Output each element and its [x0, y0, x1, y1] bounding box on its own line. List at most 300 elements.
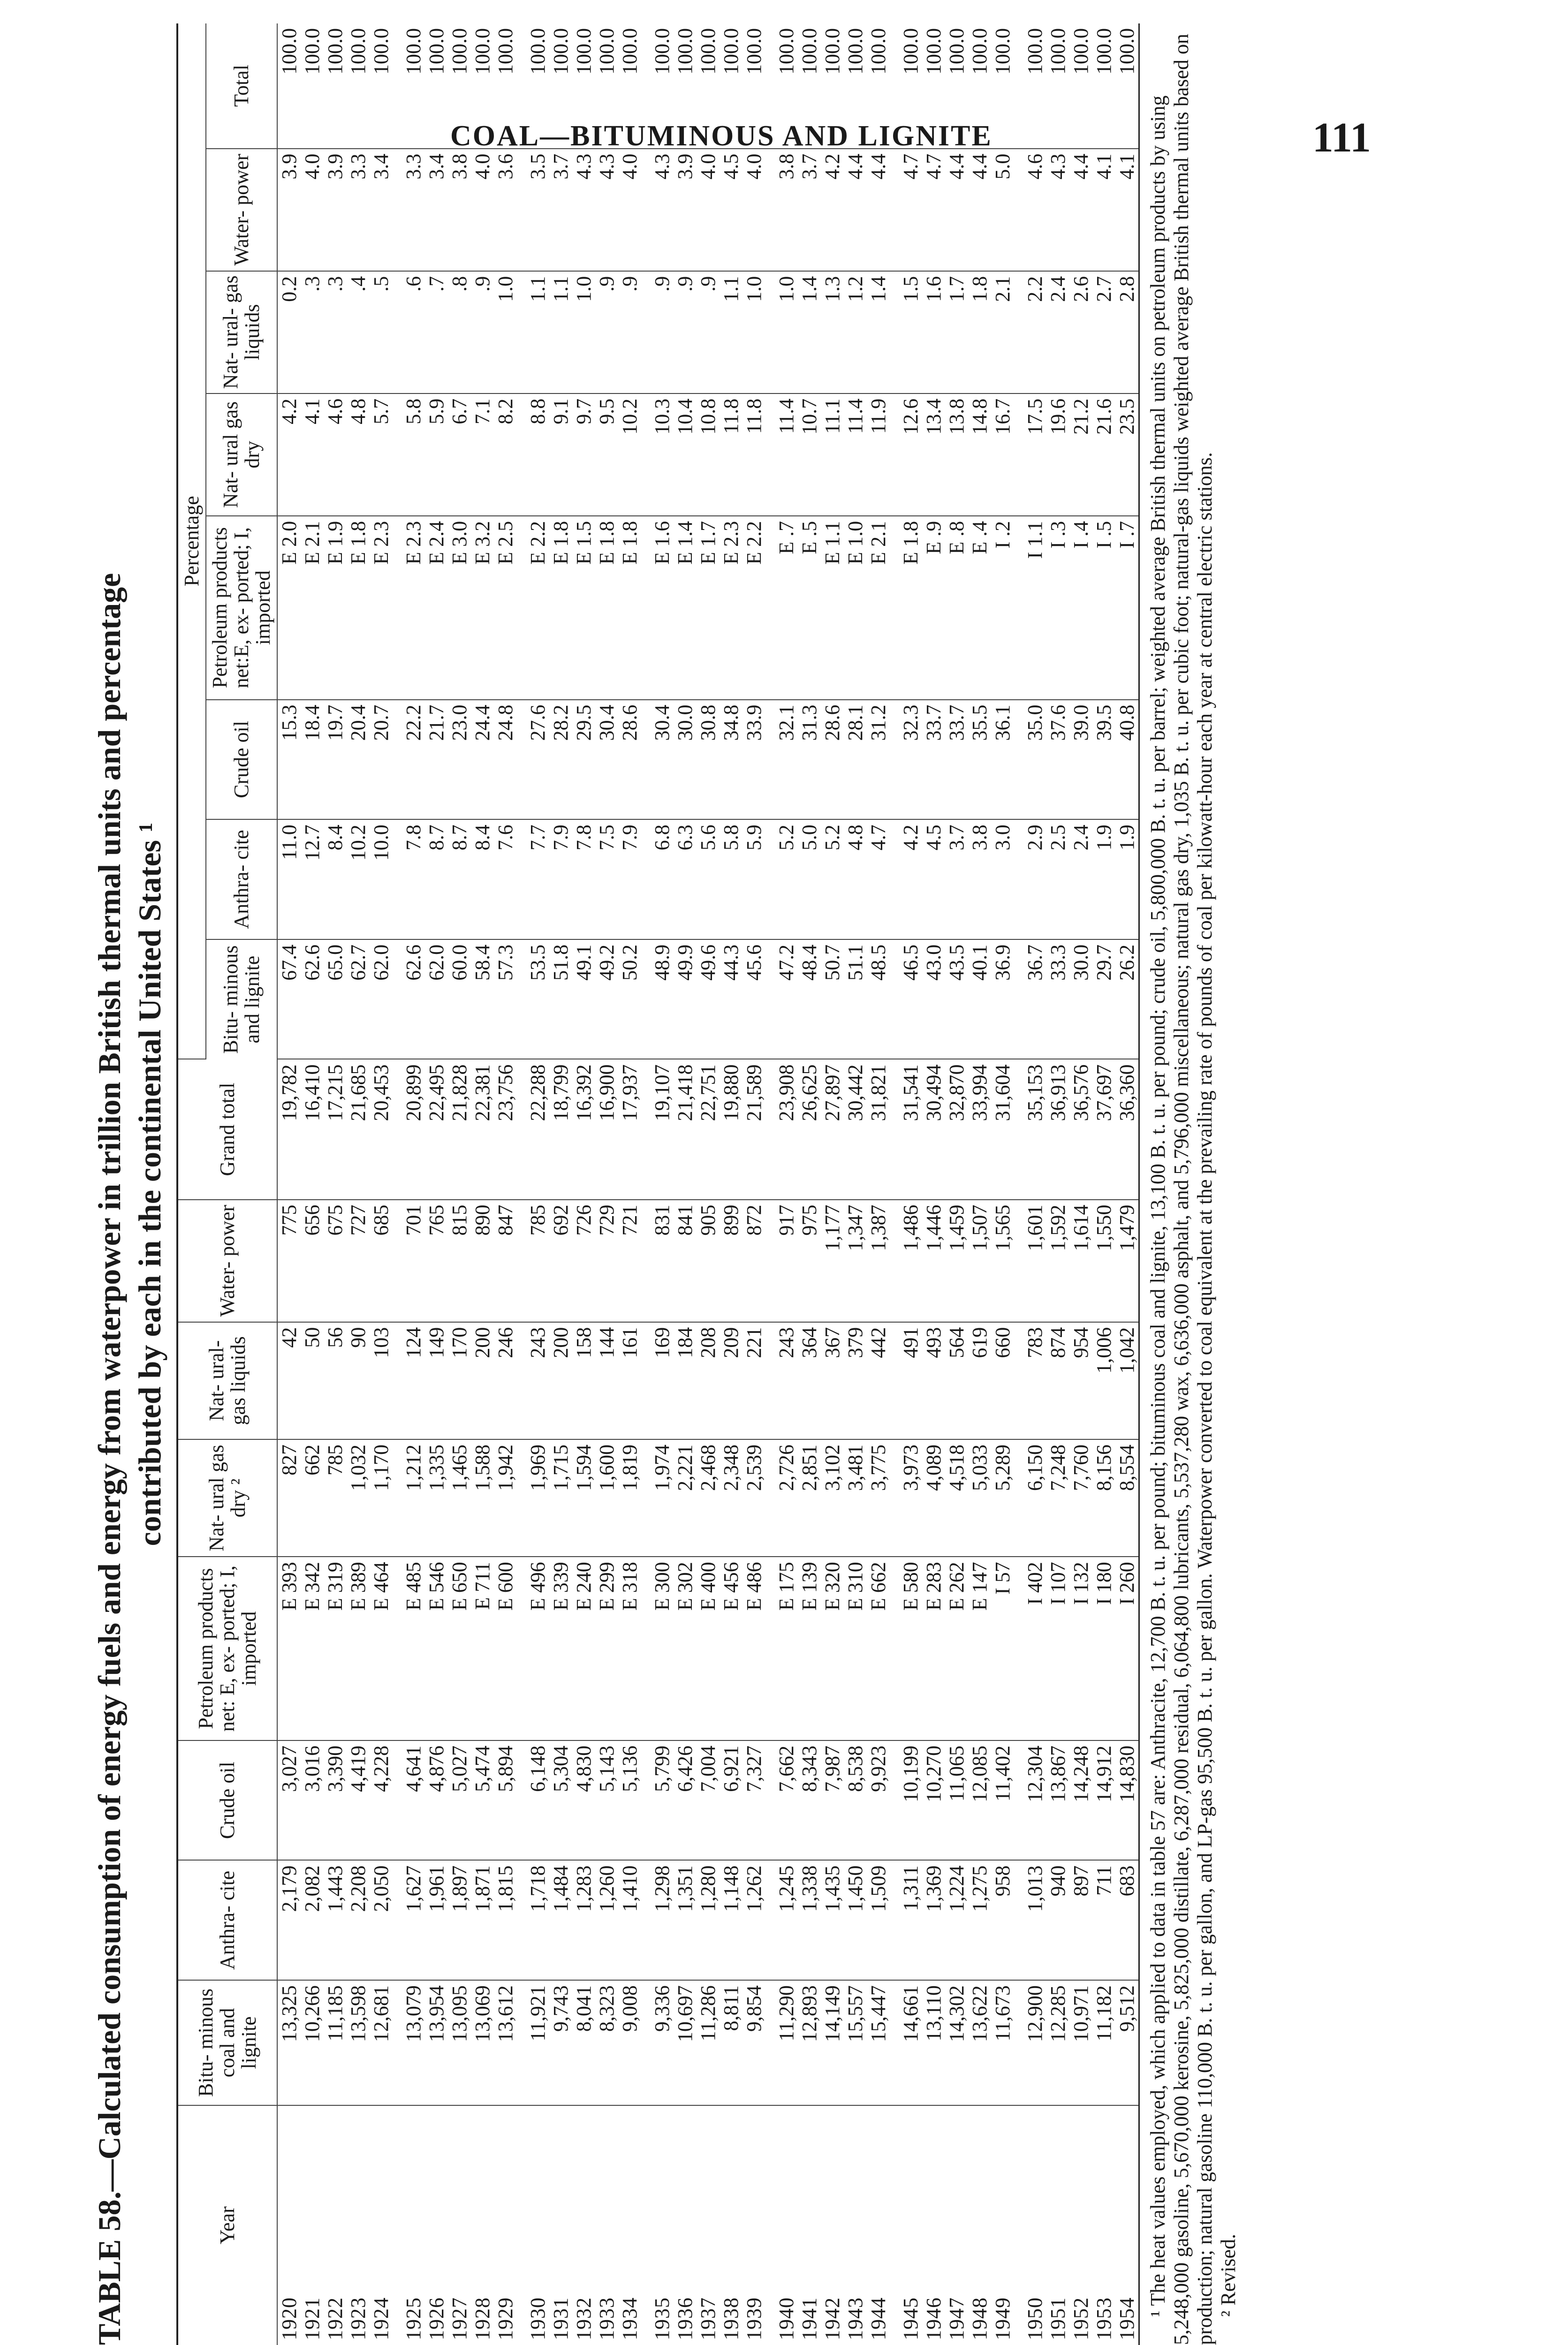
value-cell: 14,912: [1092, 1740, 1115, 1861]
value-cell: 1,338: [798, 1861, 821, 1981]
value-cell: 13,095: [448, 1980, 471, 2105]
value-cell: 5.9: [742, 819, 765, 939]
value-cell: 2,468: [697, 1439, 720, 1557]
value-cell: 9,923: [867, 1740, 890, 1861]
value-cell: 1.7: [945, 271, 968, 393]
value-cell: 1,601: [1014, 1200, 1046, 1322]
value-cell: 100.0: [1014, 23, 1046, 149]
value-cell: 21.7: [425, 700, 448, 820]
value-cell: 100.0: [867, 23, 890, 149]
value-cell: E 2.3: [720, 516, 742, 700]
value-cell: E .4: [968, 516, 991, 700]
value-cell: 47.2: [765, 939, 798, 1059]
year-cell: 1952: [1069, 2297, 1092, 2340]
value-cell: 1,550: [1092, 1200, 1115, 1322]
value-cell: 18.4: [301, 700, 324, 820]
value-cell: 100.0: [674, 23, 697, 149]
value-cell: 16.7: [991, 393, 1014, 516]
value-cell: 5,799: [641, 1740, 674, 1861]
value-cell: 62.6: [393, 939, 425, 1059]
value-cell: 14,830: [1115, 1740, 1139, 1861]
year-cell: 1950: [1023, 2297, 1046, 2340]
value-cell: 11,921: [517, 1980, 549, 2105]
value-cell: 1.4: [867, 271, 890, 393]
value-cell: 7,987: [821, 1740, 844, 1861]
value-cell: E 1.6: [641, 516, 674, 700]
value-cell: 30.0: [674, 700, 697, 820]
value-cell: 4.7: [867, 819, 890, 939]
value-cell: 7.8: [393, 819, 425, 939]
value-cell: 12.7: [301, 819, 324, 939]
header-crude-oil: Crude oil: [177, 1740, 277, 1861]
header-pct-petroleum-products: Petroleum products net:E, ex- ported; I, imported: [206, 516, 277, 700]
value-cell: I 132: [1069, 1557, 1092, 1740]
value-cell: 7.6: [494, 819, 517, 939]
value-cell: 619: [968, 1322, 991, 1439]
value-cell: 656: [301, 1200, 324, 1322]
value-cell: 50: [301, 1322, 324, 1439]
header-pct-natural-gas-liquids: Nat- ural- gas liquids: [206, 271, 277, 393]
header-pct-waterpower: Water- power: [206, 149, 277, 271]
value-cell: 9,512: [1115, 1980, 1139, 2105]
value-cell: 124: [393, 1322, 425, 1439]
value-cell: 3,102: [821, 1439, 844, 1557]
value-cell: E 485: [393, 1557, 425, 1740]
value-cell: 100.0: [968, 23, 991, 149]
value-cell: 49.1: [572, 939, 595, 1059]
value-cell: 56: [324, 1322, 347, 1439]
value-cell: 58.4: [471, 939, 494, 1059]
value-cell: 30.8: [697, 700, 720, 820]
value-cell: 21,589: [742, 1059, 765, 1200]
year-cell: 1923: [347, 2297, 370, 2340]
value-cell: 1,815: [494, 1861, 517, 1981]
value-cell: 2,082: [301, 1861, 324, 1981]
value-cell: E 580: [890, 1557, 922, 1740]
value-cell: 367: [821, 1322, 844, 1439]
value-cell: 5.7: [370, 393, 393, 516]
value-cell: 1.4: [798, 271, 821, 393]
value-cell: 20,453: [370, 1059, 393, 1200]
value-cell: 221: [742, 1322, 765, 1439]
value-cell: 7.7: [517, 819, 549, 939]
value-cell: I 107: [1046, 1557, 1069, 1740]
table-row: [867, 23, 890, 2345]
value-cell: 727: [347, 1200, 370, 1322]
value-cell: 13,069: [471, 1980, 494, 2105]
value-cell: 7,760: [1069, 1439, 1092, 1557]
value-cell: 14,149: [821, 1980, 844, 2105]
value-cell: 1,335: [425, 1439, 448, 1557]
value-cell: 100.0: [922, 23, 945, 149]
value-cell: 1,245: [765, 1861, 798, 1981]
value-cell: 246: [494, 1322, 517, 1439]
value-cell: 1,177: [821, 1200, 844, 1322]
value-cell: 7,004: [697, 1740, 720, 1861]
table-row: [572, 23, 595, 2345]
value-cell: 57.3: [494, 939, 517, 1059]
value-cell: 26,625: [798, 1059, 821, 1200]
value-cell: 100.0: [945, 23, 968, 149]
value-cell: 100.0: [393, 23, 425, 149]
value-cell: I .5: [1092, 516, 1115, 700]
value-cell: 1.1: [720, 271, 742, 393]
year-cell: 1926: [425, 2297, 448, 2340]
table-row: [1092, 23, 1115, 2345]
value-cell: 31,541: [890, 1059, 922, 1200]
value-cell: 3,775: [867, 1439, 890, 1557]
value-cell: 8.7: [448, 819, 471, 939]
value-cell: 4.0: [471, 149, 494, 271]
value-cell: 14,661: [890, 1980, 922, 2105]
value-cell: 9.7: [572, 393, 595, 516]
value-cell: 28.1: [844, 700, 867, 820]
value-cell: 45.6: [742, 939, 765, 1059]
value-cell: 43.5: [945, 939, 968, 1059]
header-anthracite: Anthra- cite: [177, 1861, 277, 1981]
table-row: [765, 23, 798, 2345]
value-cell: 8.8: [517, 393, 549, 516]
value-cell: I 180: [1092, 1557, 1115, 1740]
value-cell: 4,419: [347, 1740, 370, 1861]
table-row: [277, 23, 301, 2345]
value-cell: 1,961: [425, 1861, 448, 1981]
value-cell: E 1.4: [674, 516, 697, 700]
value-cell: 1.1: [549, 271, 572, 393]
value-cell: 13,110: [922, 1980, 945, 2105]
value-cell: 5,033: [968, 1439, 991, 1557]
value-cell: 11.0: [277, 819, 301, 939]
value-cell: E 389: [347, 1557, 370, 1740]
value-cell: 1,006: [1092, 1322, 1115, 1439]
value-cell: 36,576: [1069, 1059, 1092, 1200]
value-cell: 8.4: [471, 819, 494, 939]
value-cell: 17,937: [618, 1059, 641, 1200]
value-cell: 4.5: [720, 149, 742, 271]
value-cell: 29.7: [1092, 939, 1115, 1059]
value-cell: 13,598: [347, 1980, 370, 2105]
value-cell: 11,286: [697, 1980, 720, 2105]
value-cell: 17,215: [324, 1059, 347, 1200]
value-cell: .9: [595, 271, 618, 393]
value-cell: E 283: [922, 1557, 945, 1740]
value-cell: 815: [448, 1200, 471, 1322]
value-cell: 3.3: [393, 149, 425, 271]
value-cell: 660: [991, 1322, 1014, 1439]
value-cell: E .7: [765, 516, 798, 700]
value-cell: 9.1: [549, 393, 572, 516]
value-cell: 100.0: [448, 23, 471, 149]
value-cell: 21.6: [1092, 393, 1115, 516]
table-row: [641, 23, 674, 2345]
value-cell: 2.4: [1069, 819, 1092, 939]
value-cell: 685: [370, 1200, 393, 1322]
value-cell: 11.8: [742, 393, 765, 516]
value-cell: 5.2: [765, 819, 798, 939]
value-cell: 1.8: [968, 271, 991, 393]
value-cell: 100.0: [720, 23, 742, 149]
value-cell: E 319: [324, 1557, 347, 1740]
value-cell: 243: [517, 1322, 549, 1439]
value-cell: 28.6: [618, 700, 641, 820]
header-pct-crude-oil: Crude oil: [206, 700, 277, 820]
value-cell: 4.0: [618, 149, 641, 271]
value-cell: 12,285: [1046, 1980, 1069, 2105]
page-number: 111: [1312, 114, 1371, 161]
value-cell: 19,107: [641, 1059, 674, 1200]
value-cell: E 400: [697, 1557, 720, 1740]
value-cell: 32.1: [765, 700, 798, 820]
value-cell: 785: [324, 1439, 347, 1557]
value-cell: E 240: [572, 1557, 595, 1740]
value-cell: 6.8: [641, 819, 674, 939]
value-cell: E .9: [922, 516, 945, 700]
value-cell: 493: [922, 1322, 945, 1439]
value-cell: 100.0: [641, 23, 674, 149]
value-cell: 1,387: [867, 1200, 890, 1322]
value-cell: 31.3: [798, 700, 821, 820]
value-cell: 890: [471, 1200, 494, 1322]
value-cell: 42: [277, 1322, 301, 1439]
value-cell: 3,481: [844, 1439, 867, 1557]
year-cell: 1940: [775, 2297, 798, 2340]
value-cell: 4.4: [968, 149, 991, 271]
value-cell: 200: [471, 1322, 494, 1439]
table-row: [1069, 23, 1092, 2345]
value-cell: 23,756: [494, 1059, 517, 1200]
value-cell: 15,557: [844, 1980, 867, 2105]
value-cell: 11.4: [765, 393, 798, 516]
value-cell: 149: [425, 1322, 448, 1439]
value-cell: 50.7: [821, 939, 844, 1059]
value-cell: 13,325: [277, 1980, 301, 2105]
value-cell: 100.0: [425, 23, 448, 149]
header-bituminous: Bitu- minous coal and lignite: [177, 1980, 277, 2105]
value-cell: 3.5: [517, 149, 549, 271]
value-cell: 100.0: [347, 23, 370, 149]
value-cell: 4,876: [425, 1740, 448, 1861]
value-cell: 1,819: [618, 1439, 641, 1557]
value-cell: 1,435: [821, 1861, 844, 1981]
value-cell: 2.9: [1014, 819, 1046, 939]
year-cell: 1928: [471, 2297, 494, 2340]
value-cell: 783: [1014, 1322, 1046, 1439]
value-cell: 100.0: [370, 23, 393, 149]
year-cell: 1941: [798, 2297, 821, 2340]
value-cell: 20.7: [370, 700, 393, 820]
value-cell: E 662: [867, 1557, 890, 1740]
value-cell: 975: [798, 1200, 821, 1322]
value-cell: E 2.4: [425, 516, 448, 700]
value-cell: E 1.8: [549, 516, 572, 700]
value-cell: 1,280: [697, 1861, 720, 1981]
value-cell: E 1.8: [595, 516, 618, 700]
value-cell: 11.9: [867, 393, 890, 516]
value-cell: 29.5: [572, 700, 595, 820]
year-cell: 1938: [720, 2297, 742, 2340]
value-cell: 11,065: [945, 1740, 968, 1861]
value-cell: 12,681: [370, 1980, 393, 2105]
year-cell: 1947: [945, 2297, 968, 2340]
value-cell: 917: [765, 1200, 798, 1322]
value-cell: 3,016: [301, 1740, 324, 1861]
value-cell: 39.5: [1092, 700, 1115, 820]
value-cell: 1,042: [1115, 1322, 1139, 1439]
value-cell: 62.7: [347, 939, 370, 1059]
value-cell: 1,443: [324, 1861, 347, 1981]
value-cell: 169: [641, 1322, 674, 1439]
value-cell: 4.2: [821, 149, 844, 271]
value-cell: E .8: [945, 516, 968, 700]
value-cell: 775: [277, 1200, 301, 1322]
value-cell: 2.1: [991, 271, 1014, 393]
value-cell: 100.0: [765, 23, 798, 149]
value-cell: 1.0: [572, 271, 595, 393]
year-cell: 1953: [1092, 2297, 1115, 2340]
value-cell: 1.1: [517, 271, 549, 393]
table-row: [890, 23, 922, 2345]
value-cell: 4.5: [922, 819, 945, 939]
value-cell: 19,880: [720, 1059, 742, 1200]
value-cell: 4.0: [697, 149, 720, 271]
value-cell: 36,913: [1046, 1059, 1069, 1200]
value-cell: 40.1: [968, 939, 991, 1059]
value-cell: 827: [277, 1439, 301, 1557]
value-cell: 62.0: [370, 939, 393, 1059]
value-cell: E 2.0: [277, 516, 301, 700]
year-cell: 1924: [370, 2297, 393, 2340]
value-cell: 17.5: [1014, 393, 1046, 516]
value-cell: 8,554: [1115, 1439, 1139, 1557]
value-cell: 1,032: [347, 1439, 370, 1557]
value-cell: 2.4: [1046, 271, 1069, 393]
value-cell: 62.0: [425, 939, 448, 1059]
value-cell: 364: [798, 1322, 821, 1439]
value-cell: 940: [1046, 1861, 1069, 1981]
value-cell: 21,418: [674, 1059, 697, 1200]
value-cell: 100.0: [618, 23, 641, 149]
value-cell: 765: [425, 1200, 448, 1322]
value-cell: 4.6: [324, 393, 347, 516]
value-cell: 16,392: [572, 1059, 595, 1200]
value-cell: 5,136: [618, 1740, 641, 1861]
value-cell: .3: [324, 271, 347, 393]
value-cell: 65.0: [324, 939, 347, 1059]
value-cell: .6: [393, 271, 425, 393]
value-cell: 1,347: [844, 1200, 867, 1322]
value-cell: 30.4: [641, 700, 674, 820]
value-cell: 5,289: [991, 1439, 1014, 1557]
value-cell: 442: [867, 1322, 890, 1439]
value-cell: 1,509: [867, 1861, 890, 1981]
value-cell: 3,027: [277, 1740, 301, 1861]
header-natural-gas-liquids: Nat- ural- gas liquids: [177, 1322, 277, 1439]
value-cell: 10,270: [922, 1740, 945, 1861]
year-cell: 1951: [1046, 2297, 1069, 2340]
header-year: Year: [177, 2105, 277, 2345]
value-cell: 6,148: [517, 1740, 549, 1861]
value-cell: 100.0: [1115, 23, 1139, 149]
value-cell: 1,974: [641, 1439, 674, 1557]
value-cell: 9,336: [641, 1980, 674, 2105]
value-cell: 6.3: [674, 819, 697, 939]
value-cell: 22,288: [517, 1059, 549, 1200]
value-cell: 3.9: [674, 149, 697, 271]
value-cell: 6,426: [674, 1740, 697, 1861]
value-cell: 35.5: [968, 700, 991, 820]
value-cell: 7,662: [765, 1740, 798, 1861]
value-cell: E 2.1: [301, 516, 324, 700]
table-row: [370, 23, 393, 2345]
value-cell: 4.0: [301, 149, 324, 271]
header-pct-natural-gas: Nat- ural gas dry: [206, 393, 277, 516]
value-cell: E 300: [641, 1557, 674, 1740]
value-cell: I 57: [991, 1557, 1014, 1740]
value-cell: E 310: [844, 1557, 867, 1740]
value-cell: 23.5: [1115, 393, 1139, 516]
value-cell: E 546: [425, 1557, 448, 1740]
value-cell: 1.0: [494, 271, 517, 393]
value-cell: 3.7: [945, 819, 968, 939]
value-cell: 899: [720, 1200, 742, 1322]
value-cell: 8,811: [720, 1980, 742, 2105]
value-cell: 5.6: [697, 819, 720, 939]
footnote-1: ¹ The heat values employed, which applied to data in table 57 are: Anthracite, 12,700 B. t. u. per pound; bituminous coal and lignite, 13,100 B. t. u. per pound; crude oil, 5,800,000 B. t. u. per barrel; weighted average British thermal units on petroleum products by using 5,248,000 gasoline, 5,670,000 kerosine, 5,825,000 distillate, 6,287,000 residual, 6,064,800 lubricants, 5,537,280 wax, 6,636,000 asphalt, and 5,796,000 miscellaneous; natural gas dry, 1,035 B. t. u. per cubic foot; natural-gas liquids weighted average British thermal units based on production; natural gasoline 110,000 B. t. u. per gallon, and LP-gas 95,500 B. t. u. per gallon. Waterpower converted to coal equivalent at the prevailing rate of pounds of coal per kilowatt-hour each year at central electric stations.: [1146, 34, 1216, 2345]
value-cell: E 650: [448, 1557, 471, 1740]
header-natural-gas: Nat- ural gas dry ²: [177, 1439, 277, 1557]
header-waterpower: Water- power: [177, 1200, 277, 1322]
value-cell: 50.2: [618, 939, 641, 1059]
value-cell: 23,908: [765, 1059, 798, 1200]
table-row: [324, 23, 347, 2345]
value-cell: 27.6: [517, 700, 549, 820]
value-cell: 3,973: [890, 1439, 922, 1557]
value-cell: .5: [370, 271, 393, 393]
value-cell: 7.1: [471, 393, 494, 516]
table-row: [301, 23, 324, 2345]
value-cell: 4.1: [1115, 149, 1139, 271]
value-cell: 3.8: [968, 819, 991, 939]
value-cell: 100.0: [517, 23, 549, 149]
value-cell: 1,897: [448, 1861, 471, 1981]
value-cell: 4.7: [922, 149, 945, 271]
year-cell: 1948: [968, 2297, 991, 2340]
value-cell: E 2.3: [393, 516, 425, 700]
value-cell: 1,260: [595, 1861, 618, 1981]
value-cell: 7.5: [595, 819, 618, 939]
value-cell: 16,900: [595, 1059, 618, 1200]
year-cell: 1942: [821, 2297, 844, 2340]
value-cell: 103: [370, 1322, 393, 1439]
value-cell: 8,041: [572, 1980, 595, 2105]
value-cell: 1,170: [370, 1439, 393, 1557]
year-cell: 1943: [844, 2297, 867, 2340]
value-cell: E 339: [549, 1557, 572, 1740]
year-cell: 1954: [1115, 2105, 1139, 2345]
value-cell: 1,311: [890, 1861, 922, 1981]
value-cell: 5.8: [393, 393, 425, 516]
value-cell: 1,565: [991, 1200, 1014, 1322]
value-cell: E 464: [370, 1557, 393, 1740]
value-cell: 22,751: [697, 1059, 720, 1200]
value-cell: 34.8: [720, 700, 742, 820]
value-cell: 90: [347, 1322, 370, 1439]
value-cell: 100.0: [890, 23, 922, 149]
value-cell: 10,266: [301, 1980, 324, 2105]
value-cell: 144: [595, 1322, 618, 1439]
value-cell: 161: [618, 1322, 641, 1439]
value-cell: 39.0: [1069, 700, 1092, 820]
